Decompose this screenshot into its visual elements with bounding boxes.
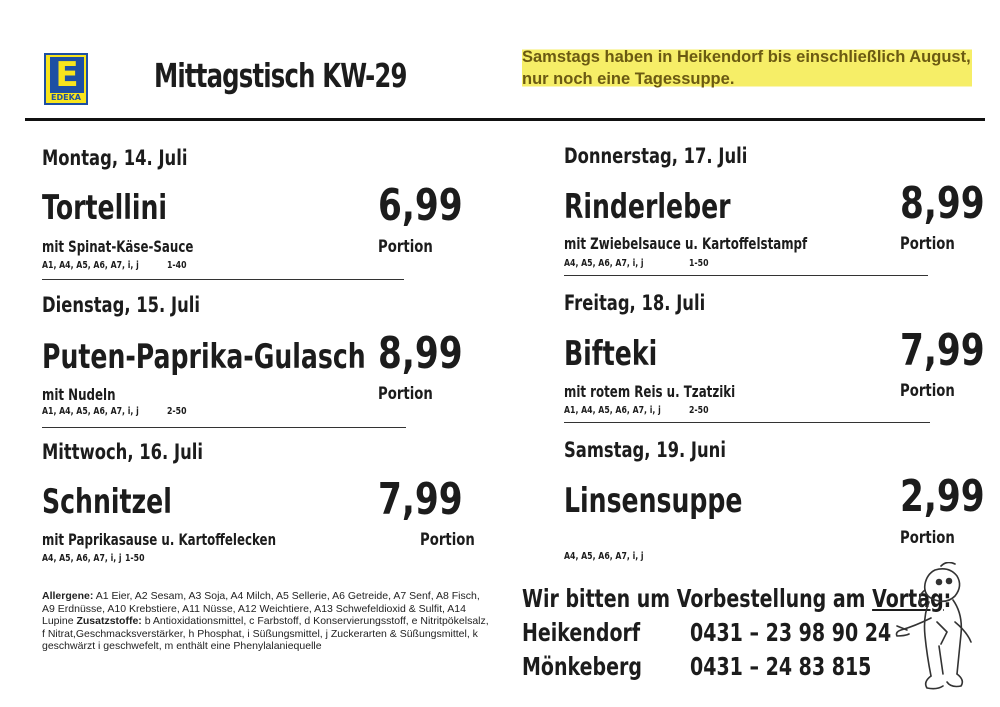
- dish-side: mit Paprikasause u. Kartoffelecken: [42, 530, 277, 549]
- preorder-day: Vortag: [872, 584, 944, 613]
- dish-name: Linsensuppe: [564, 481, 743, 521]
- price: 7,99: [900, 325, 985, 376]
- day-heading: Mittwoch, 16. Juli: [42, 440, 203, 464]
- logo-text: EDEKA: [51, 93, 81, 102]
- portion-label: Portion: [378, 237, 433, 257]
- additives-label: Zusatzstoffe:: [76, 615, 142, 627]
- page-title: Mittagstisch KW-29: [154, 56, 407, 95]
- store-name: Heikendorf: [522, 618, 641, 647]
- mascot-illustration: [895, 562, 975, 694]
- section-divider: [42, 279, 404, 280]
- portion-range: 2-50: [167, 406, 187, 417]
- day-heading: Samstag, 19. Juni: [564, 438, 726, 462]
- allergen-codes: A4, A5, A6, A7, i, j: [564, 258, 644, 269]
- day-heading: Dienstag, 15. Juli: [42, 293, 200, 317]
- day-heading: Freitag, 18. Juli: [564, 291, 706, 315]
- portion-range: 2-50: [689, 405, 709, 416]
- allergen-legend: [42, 590, 492, 653]
- dish-name: Tortellini: [42, 188, 168, 228]
- portion-label: Portion: [420, 530, 475, 550]
- allergen-codes: A1, A4, A5, A6, A7, i, j: [564, 405, 661, 416]
- preorder-note: [522, 584, 951, 614]
- logo-letter: E: [50, 57, 84, 93]
- allergen-codes: A1, A4, A5, A6, A7, i, j: [42, 260, 139, 271]
- portion-label: Portion: [900, 234, 955, 254]
- allergen-codes: A4, A5, A6, A7, i, j: [564, 551, 644, 562]
- price: 8,99: [900, 178, 985, 229]
- price: 8,99: [378, 328, 463, 379]
- portion-label: Portion: [900, 381, 955, 401]
- portion-range: 1-50: [689, 258, 709, 269]
- price: 6,99: [378, 180, 463, 231]
- allergen-label: Allergene:: [42, 590, 94, 602]
- preorder-text: Wir bitten um Vorbestellung am: [522, 584, 873, 613]
- portion-label: Portion: [900, 528, 955, 548]
- allergen-codes: A1, A4, A5, A6, A7, i, j: [42, 406, 139, 417]
- dish-name: Bifteki: [564, 334, 658, 374]
- section-divider: [42, 427, 406, 428]
- store-phone: 0431 – 24 83 815: [690, 652, 872, 681]
- dish-side: mit Nudeln: [42, 385, 116, 404]
- header-divider: [25, 118, 985, 121]
- section-divider: [564, 422, 930, 423]
- section-divider: [564, 275, 928, 276]
- portion-label: Portion: [378, 384, 433, 404]
- saturday-notice: Samstags haben in Heikendorf bis einschließlich August, nur noch eine Tagessuppe.: [522, 48, 971, 88]
- allergen-codes: A4, A5, A6, A7, i, j: [42, 553, 122, 564]
- price: 7,99: [378, 474, 463, 525]
- dish-side: mit rotem Reis u. Tzatziki: [564, 382, 736, 401]
- dish-name: Schnitzel: [42, 482, 172, 522]
- portion-range: 1-50: [125, 553, 145, 564]
- store-name: Mönkeberg: [522, 652, 642, 681]
- edeka-logo: [44, 53, 88, 105]
- portion-range: 1-40: [167, 260, 187, 271]
- dish-name: Rinderleber: [564, 187, 731, 227]
- price: 2,99: [900, 471, 985, 522]
- day-heading: Montag, 14. Juli: [42, 146, 188, 170]
- additives-list: b Antioxidationsmittel, c Farbstoff, d Konservierungsstoff, e Nitritpökelsalz, f Nitrat,Geschmacksverstärker, h Phosphat, i Süßungsmittel, j Zuckerarten & Süßungsmittel, k geschwärzt i geschwefelt, m enthält eine Phenylalaniequelle: [42, 615, 489, 652]
- preorder-colon: :: [943, 584, 952, 613]
- dish-side: mit Spinat-Käse-Sauce: [42, 237, 194, 256]
- dish-name: Puten-Paprika-Gulasch: [42, 337, 366, 377]
- dish-side: mit Zwiebelsauce u. Kartoffelstampf: [564, 234, 808, 253]
- allergen-list: A1 Eier, A2 Sesam, A3 Soja, A4 Milch, A5 Sellerie, A6 Getreide, A7 Senf, A8 Fisch, A9 Erdnüsse, A10 Krebstiere, A11 Nüsse, A12 Weichtiere, A13 Schwefeldioxid & Sulfit, A14 Lupine: [42, 590, 480, 627]
- store-phone: 0431 – 23 98 90 24: [690, 618, 892, 647]
- day-heading: Donnerstag, 17. Juli: [564, 144, 748, 168]
